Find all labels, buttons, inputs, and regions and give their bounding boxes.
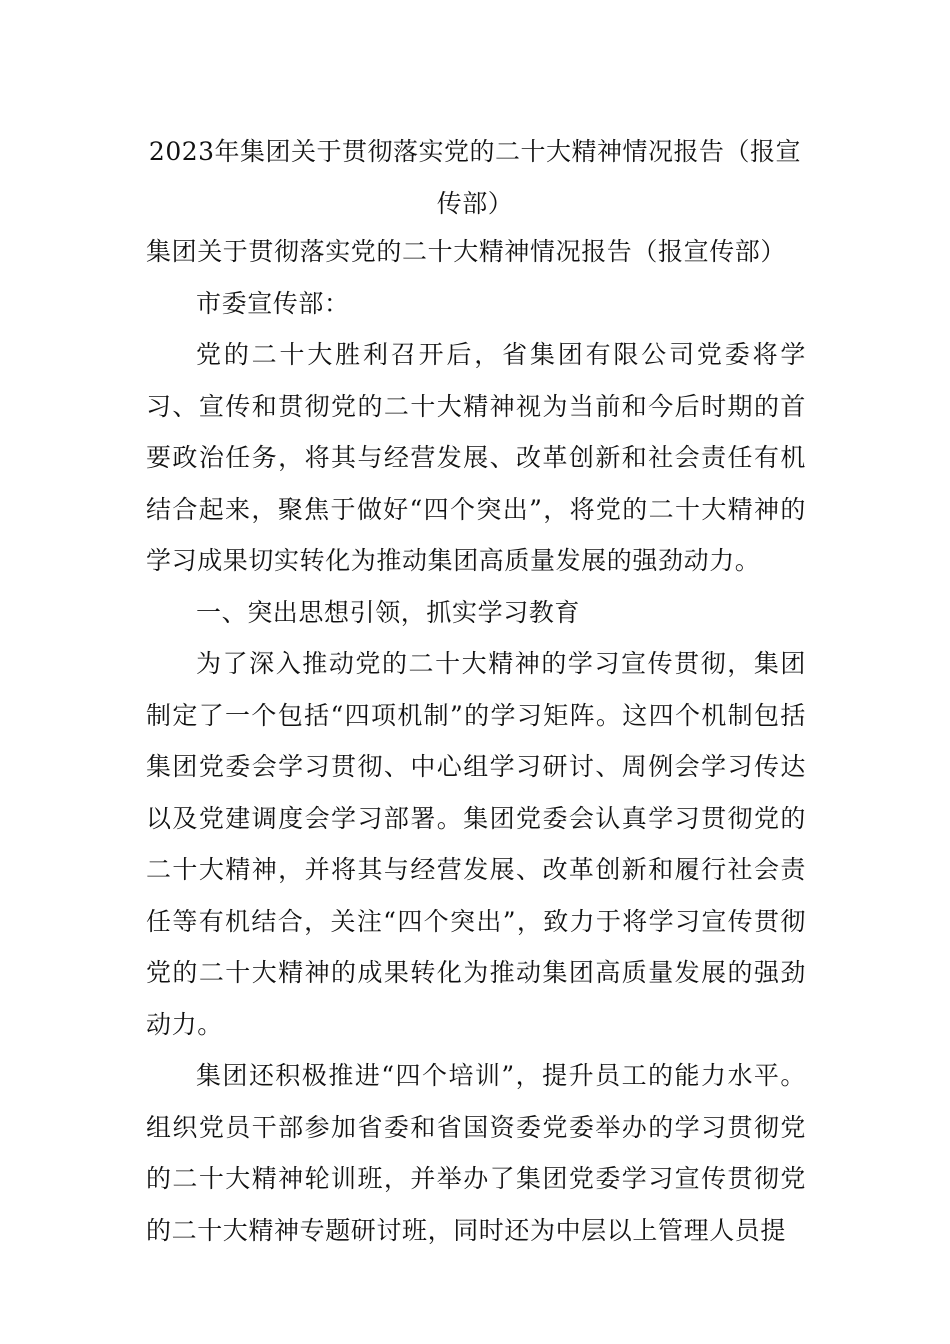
- paragraph-intro: 党的二十大胜利召开后，省集团有限公司党委将学习、宣传和贯彻党的二十大精神视为当前和今后时期的首要政治任务，将其与经营发展、改革创新和社会责任有机结合起来，聚焦于做好“四个突出”，将党的二十大精神的学习成果切实转化为推动集团高质量发展的强劲动力。: [146, 340, 806, 575]
- section-heading: 一、突出思想引领，抓实学习教育: [196, 597, 581, 627]
- salutation: 市委宣传部：: [196, 288, 350, 318]
- document-body: [146, 226, 806, 1256]
- document-title: 2023年集团关于贯彻落实党的二十大精神情况报告（报宣传部）: [148, 137, 802, 218]
- paragraph-study-mechanism: 为了深入推动党的二十大精神的学习宣传贯彻，集团制定了一个包括“四项机制”的学习矩阵。这四个机制包括集团党委会学习贯彻、中心组学习研讨、周例会学习传达以及党建调度会学习部署。集团党委会认真学习贯彻党的二十大精神，并将其与经营发展、改革创新和履行社会责任等有机结合，关注“四个突出”，致力于将学习宣传贯彻党的二十大精神的成果转化为推动集团高质量发展的强劲动力。: [146, 649, 806, 1039]
- paragraph-training: 集团还积极推进“四个培训”，提升员工的能力水平。组织党员干部参加省委和省国资委党委举办的学习贯彻党的二十大精神轮训班，并举办了集团党委学习宣传贯彻党的二十大精神专题研讨班，同时还为中层以上管理人员提: [146, 1061, 806, 1245]
- document-subtitle: 集团关于贯彻落实党的二十大精神情况报告（报宣传部）: [146, 237, 787, 266]
